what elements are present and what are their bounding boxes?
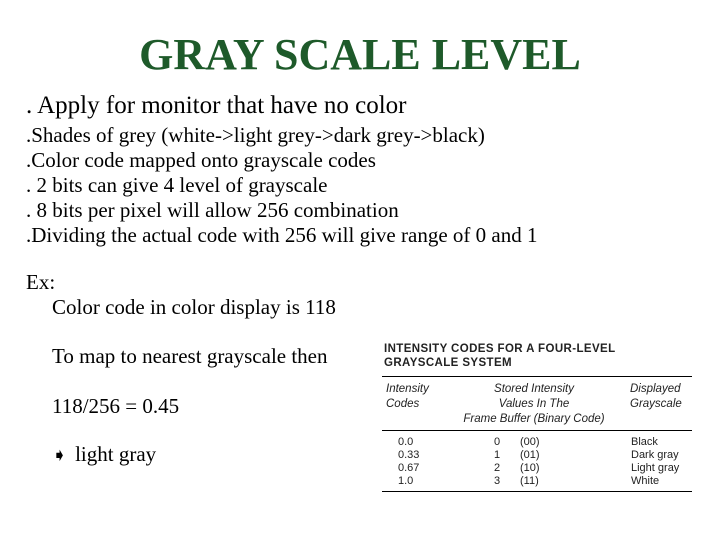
cell-display: Dark gray xyxy=(631,449,679,461)
bullet-8-bits: . 8 bits per pixel will allow 256 combination xyxy=(26,198,399,222)
cell-binary: (11) xyxy=(520,475,539,487)
right-arrow-icon: ➧ xyxy=(52,445,68,466)
header-stored-intensity xyxy=(454,382,614,427)
bullet-dividing: .Dividing the actual code with 256 will give range of 0 and 1 xyxy=(26,223,538,247)
intro-line: . Apply for monitor that have no color xyxy=(26,92,407,119)
example-result-text: light gray xyxy=(75,442,157,466)
table-row xyxy=(382,449,692,462)
header-col2-line2: Values In The xyxy=(498,398,570,410)
table-top-rule xyxy=(382,376,692,377)
table-bottom-rule xyxy=(382,491,692,492)
cell-stored: 3 xyxy=(494,475,501,487)
header-displayed-grayscale xyxy=(630,382,682,412)
cell-stored: 1 xyxy=(494,449,501,461)
example-result xyxy=(52,442,156,467)
bullet-2-bits: . 2 bits can give 4 level of grayscale xyxy=(26,173,328,197)
table-header-rule xyxy=(382,430,692,431)
header-col3-line1: Displayed xyxy=(630,383,681,395)
intensity-codes-table xyxy=(382,342,700,502)
slide-title: GRAY SCALE LEVEL xyxy=(139,30,581,79)
example-label: Ex: xyxy=(26,270,56,294)
header-col1-line1: Intensity xyxy=(386,383,429,395)
cell-stored: 0 xyxy=(494,436,501,448)
header-col3-line2: Grayscale xyxy=(630,398,682,410)
table-row xyxy=(382,436,692,449)
cell-display: Light gray xyxy=(631,462,680,474)
header-col1-line2: Codes xyxy=(386,398,420,410)
header-col2-line3: Frame Buffer (Binary Code) xyxy=(463,413,605,425)
cell-binary: (10) xyxy=(520,462,540,474)
table-row xyxy=(382,475,692,488)
header-intensity-codes xyxy=(386,382,429,412)
cell-display: Black xyxy=(631,436,658,448)
cell-binary: (01) xyxy=(520,449,540,461)
bullet-shades: .Shades of grey (white->light grey->dark grey->black) xyxy=(26,123,485,147)
table-row xyxy=(382,462,692,475)
table-caption xyxy=(384,342,616,370)
table-caption-line2: GRAYSCALE SYSTEM xyxy=(384,357,513,369)
cell-intensity: 0.33 xyxy=(398,449,420,461)
cell-intensity: 0.0 xyxy=(398,436,414,448)
example-division: 118/256 = 0.45 xyxy=(52,394,180,418)
cell-stored: 2 xyxy=(494,462,501,474)
cell-display: White xyxy=(631,475,660,487)
cell-intensity: 1.0 xyxy=(398,475,414,487)
example-map-text: To map to nearest grayscale then xyxy=(52,344,328,368)
table-caption-line1: INTENSITY CODES FOR A FOUR-LEVEL xyxy=(384,343,616,355)
header-col2-line1: Stored Intensity xyxy=(494,383,574,395)
cell-binary: (00) xyxy=(520,436,540,448)
cell-intensity: 0.67 xyxy=(398,462,420,474)
example-color-code: Color code in color display is 118 xyxy=(52,295,336,319)
bullet-color-code: .Color code mapped onto grayscale codes xyxy=(26,148,376,172)
